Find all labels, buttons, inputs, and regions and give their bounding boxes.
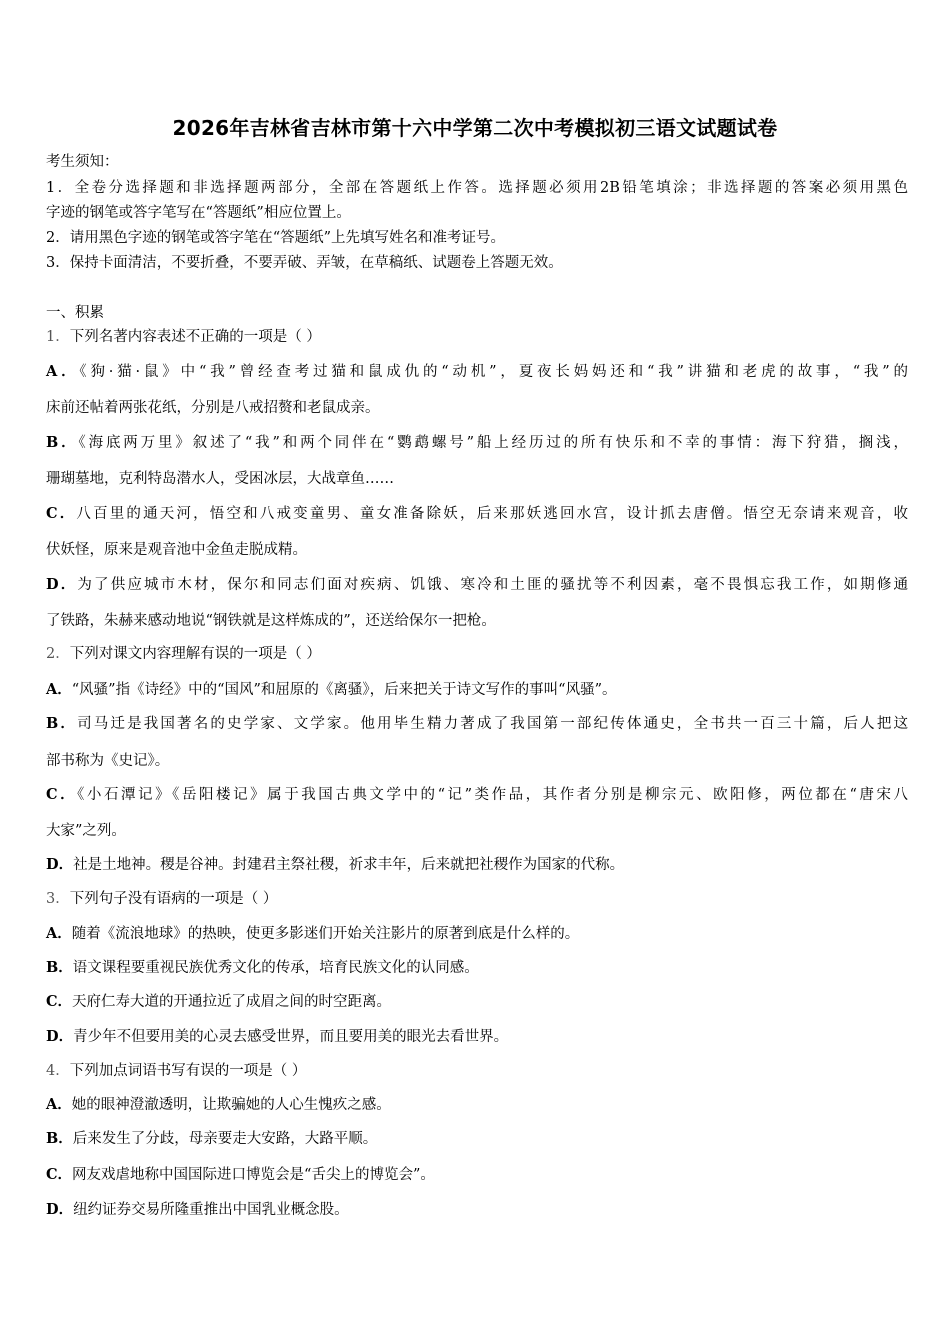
option-line xyxy=(46,992,908,1012)
option-text: 语文课程要重视民族优秀文化的传承，培育民族文化的认同感。 xyxy=(72,960,479,976)
page-title: 2026年吉林省吉林市第十六中学第二次中考模拟初三语文试题试卷 xyxy=(172,116,778,140)
option-letter: B． xyxy=(46,1130,73,1147)
question-text: 下列名著内容表述不正确的一项是（ ） xyxy=(69,329,321,345)
notice-item: 字迹的钢笔或答字笔写在“答题纸”相应位置上。 xyxy=(46,205,351,221)
option-line xyxy=(46,680,908,700)
option-letter: C． xyxy=(46,993,73,1010)
notice-heading: 考生须知： xyxy=(46,154,119,170)
option-letter: D． xyxy=(46,1028,74,1045)
option-text: 《海底两万里》叙述了“我”和两个同伴在“鹦鹉螺号”船上经历过的所有快乐和不幸的事情：海下狩猎，搁浅， xyxy=(78,435,908,451)
option-line xyxy=(46,785,908,805)
option-line: 了铁路，朱赫来感动地说“钢铁就是这样炼成的”，还送给保尔一把枪。 xyxy=(46,613,496,629)
question-number: 3． xyxy=(46,891,70,907)
option-line: 床前还帖着两张花纸，分别是八戒招赘和老鼠成亲。 xyxy=(46,400,380,416)
question-text: 下列加点词语书写有误的一项是（ ） xyxy=(69,1063,307,1079)
option-text: 司马迁是我国著名的史学家、文学家。他用毕生精力著成了我国第一部纪传体通史，全书共一百三十篇，后人把这 xyxy=(77,716,909,732)
question-text: 下列句子没有语病的一项是（ ） xyxy=(69,891,278,907)
question-stem xyxy=(46,644,908,664)
option-letter: B． xyxy=(46,715,78,732)
option-line xyxy=(46,714,908,734)
option-text: 纽约证券交易所隆重推出中国乳业概念股。 xyxy=(73,1202,349,1218)
notice-item: 1．全卷分选择题和非选择题两部分，全部在答题纸上作答。选择题必须用2B铅笔填涂；非选择题的答案必须用黑色 xyxy=(46,180,908,196)
option-line xyxy=(46,1129,908,1149)
option-line xyxy=(46,1095,908,1115)
question-stem xyxy=(46,327,908,347)
option-letter: D． xyxy=(46,576,78,593)
option-letter: D． xyxy=(46,856,74,873)
option-line xyxy=(46,362,908,382)
option-text: 《狗·猫·鼠》中“我”曾经查考过猫和鼠成仇的“动机”，夏夜长妈妈还和“我”讲猫和老虎的故事，“我”的 xyxy=(79,364,908,380)
option-text: 社是土地神。稷是谷神。封建君主祭社稷，祈求丰年，后来就把社稷作为国家的代称。 xyxy=(73,857,625,873)
option-text: 青少年不但要用美的心灵去感受世界，而且要用美的眼光去看世界。 xyxy=(73,1029,509,1045)
option-text: 她的眼神澄澈透明，让欺骗她的人心生愧疚之感。 xyxy=(71,1097,391,1113)
option-line xyxy=(46,924,908,944)
question-stem xyxy=(46,1061,908,1081)
option-letter: C． xyxy=(46,1166,73,1183)
section-heading: 一、积累 xyxy=(46,305,104,321)
option-letter: B． xyxy=(46,434,79,451)
option-line: 部书称为《史记》。 xyxy=(46,753,170,769)
option-line xyxy=(46,1027,908,1047)
notice-item: 2．请用黑色字迹的钢笔或答字笔在“答题纸”上先填写姓名和准考证号。 xyxy=(46,230,506,246)
option-line: 伏妖怪，原来是观音池中金鱼走脱成精。 xyxy=(46,542,307,558)
option-line xyxy=(46,855,908,875)
option-text: 后来发生了分歧，母亲要走大安路，大路平顺。 xyxy=(72,1131,378,1147)
question-number: 1． xyxy=(46,329,70,345)
option-text: 为了供应城市木材，保尔和同志们面对疾病、饥饿、寒冷和土匪的骚扰等不利因素，毫不畏惧忘我工作，如期修通 xyxy=(77,577,908,593)
option-text: 《小石潭记》《岳阳楼记》属于我国古典文学中的“记”类作品，其作者分别是柳宗元、欧阳修，两位都在“唐宋八 xyxy=(77,787,909,803)
option-line: 珊瑚墓地，克利特岛潜水人，受困冰层，大战章鱼…… xyxy=(46,471,394,487)
option-line xyxy=(46,433,908,453)
option-line xyxy=(46,1165,908,1185)
option-text: 随着《流浪地球》的热映，使更多影迷们开始关注影片的原著到底是什么样的。 xyxy=(71,926,580,942)
question-number: 4． xyxy=(46,1063,70,1079)
option-letter: B． xyxy=(46,959,73,976)
option-letter: A． xyxy=(46,681,72,698)
option-line xyxy=(46,575,908,595)
option-text: “风骚”指《诗经》中的“国风”和屈原的《离骚》，后来把关于诗文写作的事叫“风骚”。 xyxy=(71,682,617,698)
option-line xyxy=(46,504,908,524)
question-stem xyxy=(46,889,908,909)
option-letter: D． xyxy=(46,1201,74,1218)
option-text: 天府仁寿大道的开通拉近了成眉之间的时空距离。 xyxy=(72,994,392,1010)
option-line: 大家”之列。 xyxy=(46,823,126,839)
question-number: 2． xyxy=(46,646,70,662)
option-letter: A． xyxy=(46,925,72,942)
option-letter: A． xyxy=(46,363,80,380)
option-text: 八百里的通天河，悟空和八戒变童男、童女准备除妖，后来那妖逃回水宫，设计抓去唐僧。悟空无奈请来观音，收 xyxy=(76,506,909,522)
option-line xyxy=(46,1200,908,1220)
option-letter: C． xyxy=(46,786,78,803)
notice-item: 3．保持卡面清洁，不要折叠，不要弄破、弄皱，在草稿纸、试题卷上答题无效。 xyxy=(46,255,563,271)
option-letter: C． xyxy=(46,505,77,522)
option-letter: A． xyxy=(46,1096,72,1113)
option-text: 网友戏虐地称中国国际进口博览会是“舌尖上的博览会”。 xyxy=(72,1167,435,1183)
option-line xyxy=(46,958,908,978)
question-text: 下列对课文内容理解有误的一项是（ ） xyxy=(69,646,321,662)
